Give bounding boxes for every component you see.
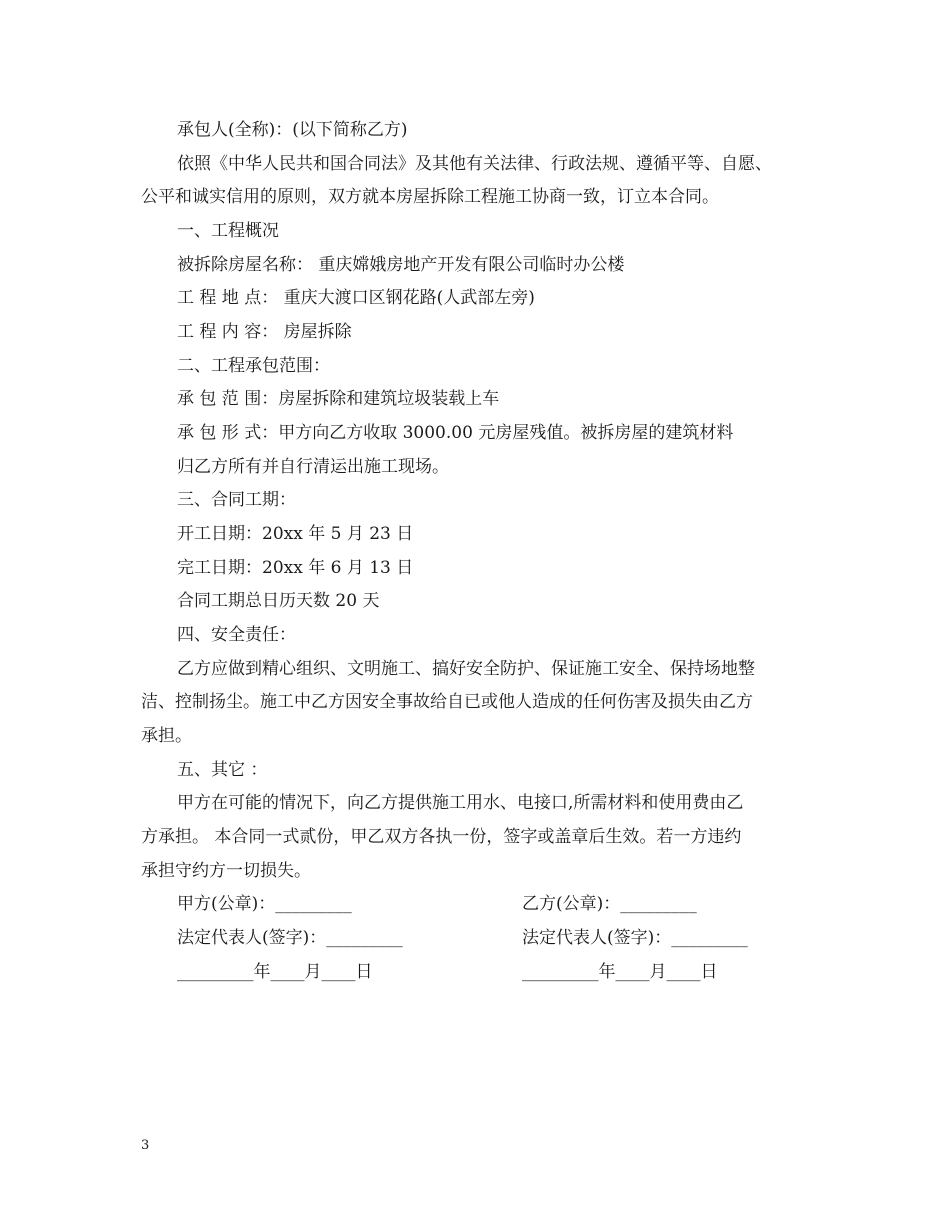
safety-paragraph-line-1: 乙方应做到精心组织、文明施工、搞好安全防护、保证施工安全、保持场地整 (177, 659, 755, 679)
other-paragraph-line-1: 甲方在可能的情况下，向乙方提供施工用水、电接口,所需材料和使用费由乙 (177, 793, 744, 813)
party-b-rep-line: 法定代表人(签字)：_________ (522, 928, 748, 948)
other-paragraph-line-2: 方承担。 本合同一式贰份，甲乙双方各执一份，签字或盖章后生效。若一方违约 (141, 827, 742, 847)
party-b-date-line: _________年____月____日 (522, 962, 718, 982)
party-a-date-line: _________年____月____日 (177, 962, 373, 982)
form-line-1: 承 包 形 式：甲方向乙方收取 3000.00 元房屋残值。被拆房屋的建筑材料 (177, 423, 734, 443)
other-paragraph-line-3: 承担守约方一切损失。 (141, 861, 311, 881)
total-days-line: 合同工期总日历天数 20 天 (177, 591, 380, 611)
section-5-heading: 五、其它 ： (177, 760, 268, 780)
party-a-rep-line: 法定代表人(签字)：_________ (177, 928, 403, 948)
intro-paragraph-line-2: 公平和诚实信用的原则，双方就本房屋拆除工程施工协商一致，订立本合同。 (141, 187, 719, 207)
party-b-seal-line: 乙方(公章)：_________ (522, 894, 697, 914)
contractor-line: 承包人(全称)：(以下简称乙方) (177, 120, 408, 140)
scope-line: 承 包 范 围：房屋拆除和建筑垃圾装载上车 (177, 389, 500, 409)
project-location-line: 工 程 地 点： 重庆大渡口区钢花路(人武部左旁) (177, 288, 535, 308)
form-line-2: 归乙方所有并自行清运出施工现场。 (177, 457, 449, 477)
intro-paragraph-line-1: 依照《中华人民共和国合同法》及其他有关法律、行政法规、遵循平等、自愿、 (177, 154, 772, 174)
start-date-line: 开工日期：20xx 年 5 月 23 日 (177, 524, 414, 544)
section-4-heading: 四、安全责任： (177, 625, 296, 645)
safety-paragraph-line-3: 承担。 (141, 726, 192, 746)
end-date-line: 完工日期：20xx 年 6 月 13 日 (177, 558, 414, 578)
section-2-heading: 二、工程承包范围： (177, 356, 330, 376)
section-1-heading: 一、工程概况 (177, 221, 279, 241)
party-a-seal-line: 甲方(公章)：_________ (177, 894, 352, 914)
page-number: 3 (141, 1138, 150, 1153)
safety-paragraph-line-2: 洁、控制扬尘。施工中乙方因安全事故给自已或他人造成的任何伤害及损失由乙方 (141, 692, 753, 712)
building-name-line: 被拆除房屋名称： 重庆嫦娥房地产开发有限公司临时办公楼 (177, 255, 625, 275)
section-3-heading: 三、合同工期： (177, 490, 296, 510)
project-content-line: 工 程 内 容： 房屋拆除 (177, 322, 352, 342)
